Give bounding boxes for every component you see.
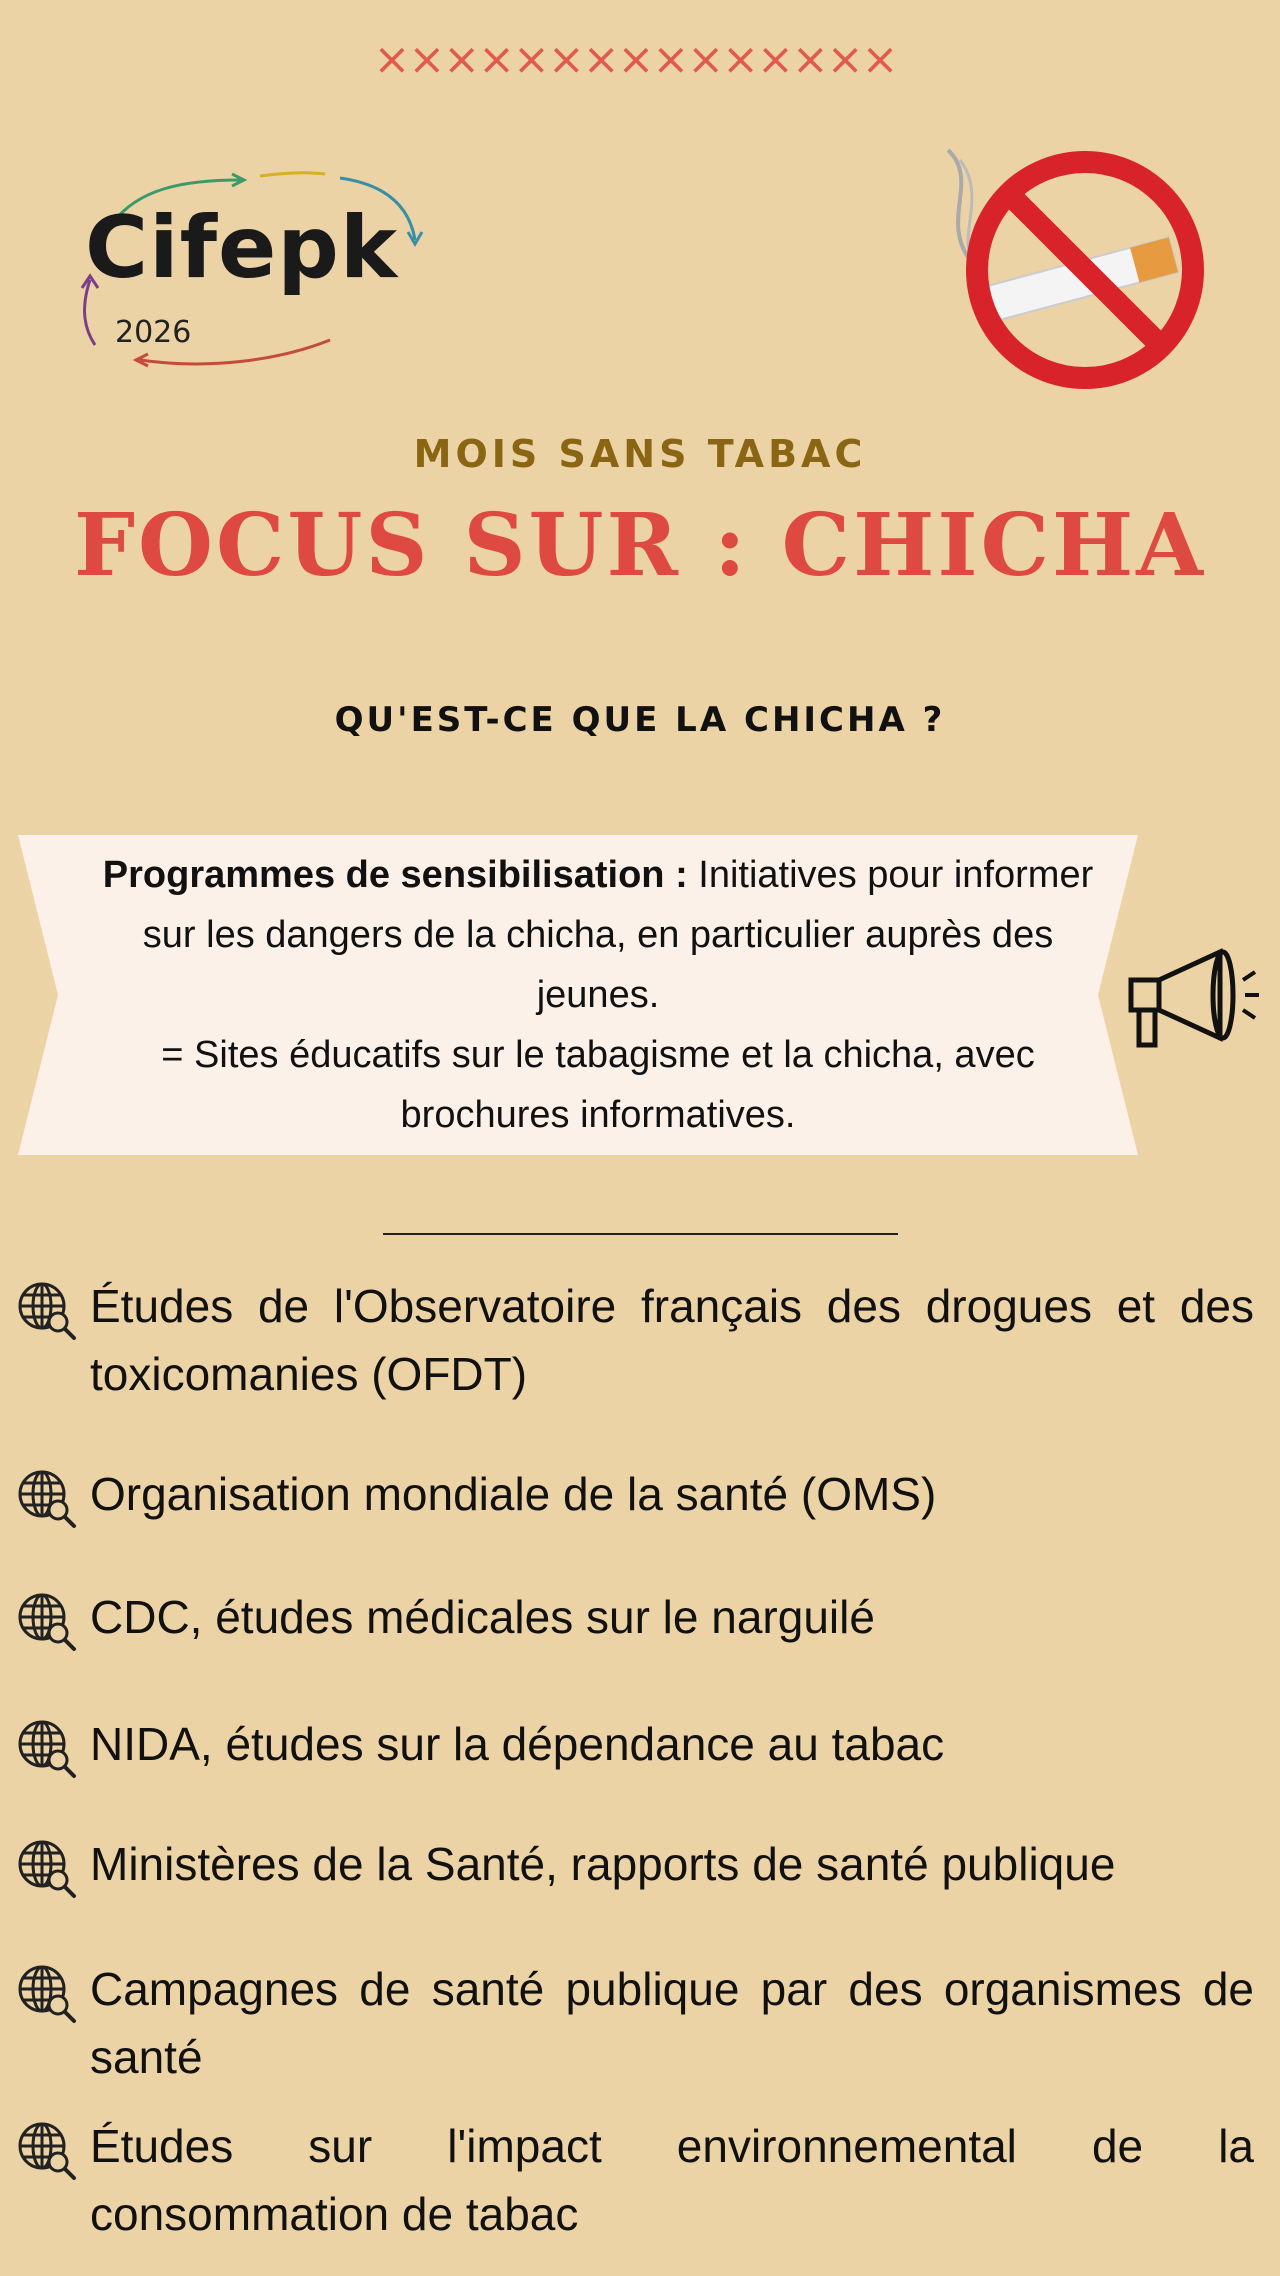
reference-item xyxy=(14,1460,1254,1530)
awareness-body-2: = Sites éducatifs sur le tabagisme et la chicha, avec brochures informatives. xyxy=(161,1034,1035,1136)
reference-text: NIDA, études sur la dépendance au tabac xyxy=(90,1718,945,1770)
reference-text: Organisation mondiale de la santé (OMS) xyxy=(90,1468,937,1520)
reference-item xyxy=(14,1830,1254,1900)
logo-word: Cifepk xyxy=(85,198,399,298)
reference-item xyxy=(14,1272,1254,1408)
decorative-crosses: ××××××××××××××× xyxy=(373,34,897,85)
awareness-ribbon xyxy=(18,835,1138,1155)
globe-search-icon xyxy=(14,1589,78,1653)
reference-text: CDC, études médicales sur le narguilé xyxy=(90,1591,875,1643)
reference-item xyxy=(14,1955,1254,2091)
reference-text: Études sur l'impact environnemental de la consommation de tabac xyxy=(90,2120,1254,2240)
reference-text: Ministères de la Santé, rapports de santé publique xyxy=(90,1838,1116,1890)
awareness-label: Programmes de sensibilisation : xyxy=(102,854,688,896)
cifepk-logo xyxy=(60,160,440,380)
subtitle: MOIS SANS TABAC xyxy=(413,432,867,476)
no-smoking-icon xyxy=(930,140,1220,400)
section-heading: QU'EST-CE QUE LA CHICHA ? xyxy=(334,700,946,740)
megaphone-icon xyxy=(1125,940,1265,1060)
reference-text: Études de l'Observatoire français des drogues et des toxicomanies (OFDT) xyxy=(90,1280,1254,1400)
reference-item xyxy=(14,1583,1254,1653)
logo-year: 2026 xyxy=(115,315,192,350)
page-title: FOCUS SUR : CHICHA xyxy=(73,495,1207,596)
reference-item xyxy=(14,2112,1254,2248)
reference-item xyxy=(14,1710,1254,1780)
awareness-body: Initiatives pour informer sur les dangers de la chicha, en particulier auprès des jeunes. xyxy=(142,854,1094,1016)
globe-search-icon xyxy=(14,2118,78,2182)
awareness-text xyxy=(78,845,1118,1145)
globe-search-icon xyxy=(14,1466,78,1530)
globe-search-icon xyxy=(14,1961,78,2025)
globe-search-icon xyxy=(14,1716,78,1780)
globe-search-icon xyxy=(14,1278,78,1342)
globe-search-icon xyxy=(14,1836,78,1900)
reference-text: Campagnes de santé publique par des organismes de santé xyxy=(90,1963,1254,2083)
divider xyxy=(383,1233,898,1235)
